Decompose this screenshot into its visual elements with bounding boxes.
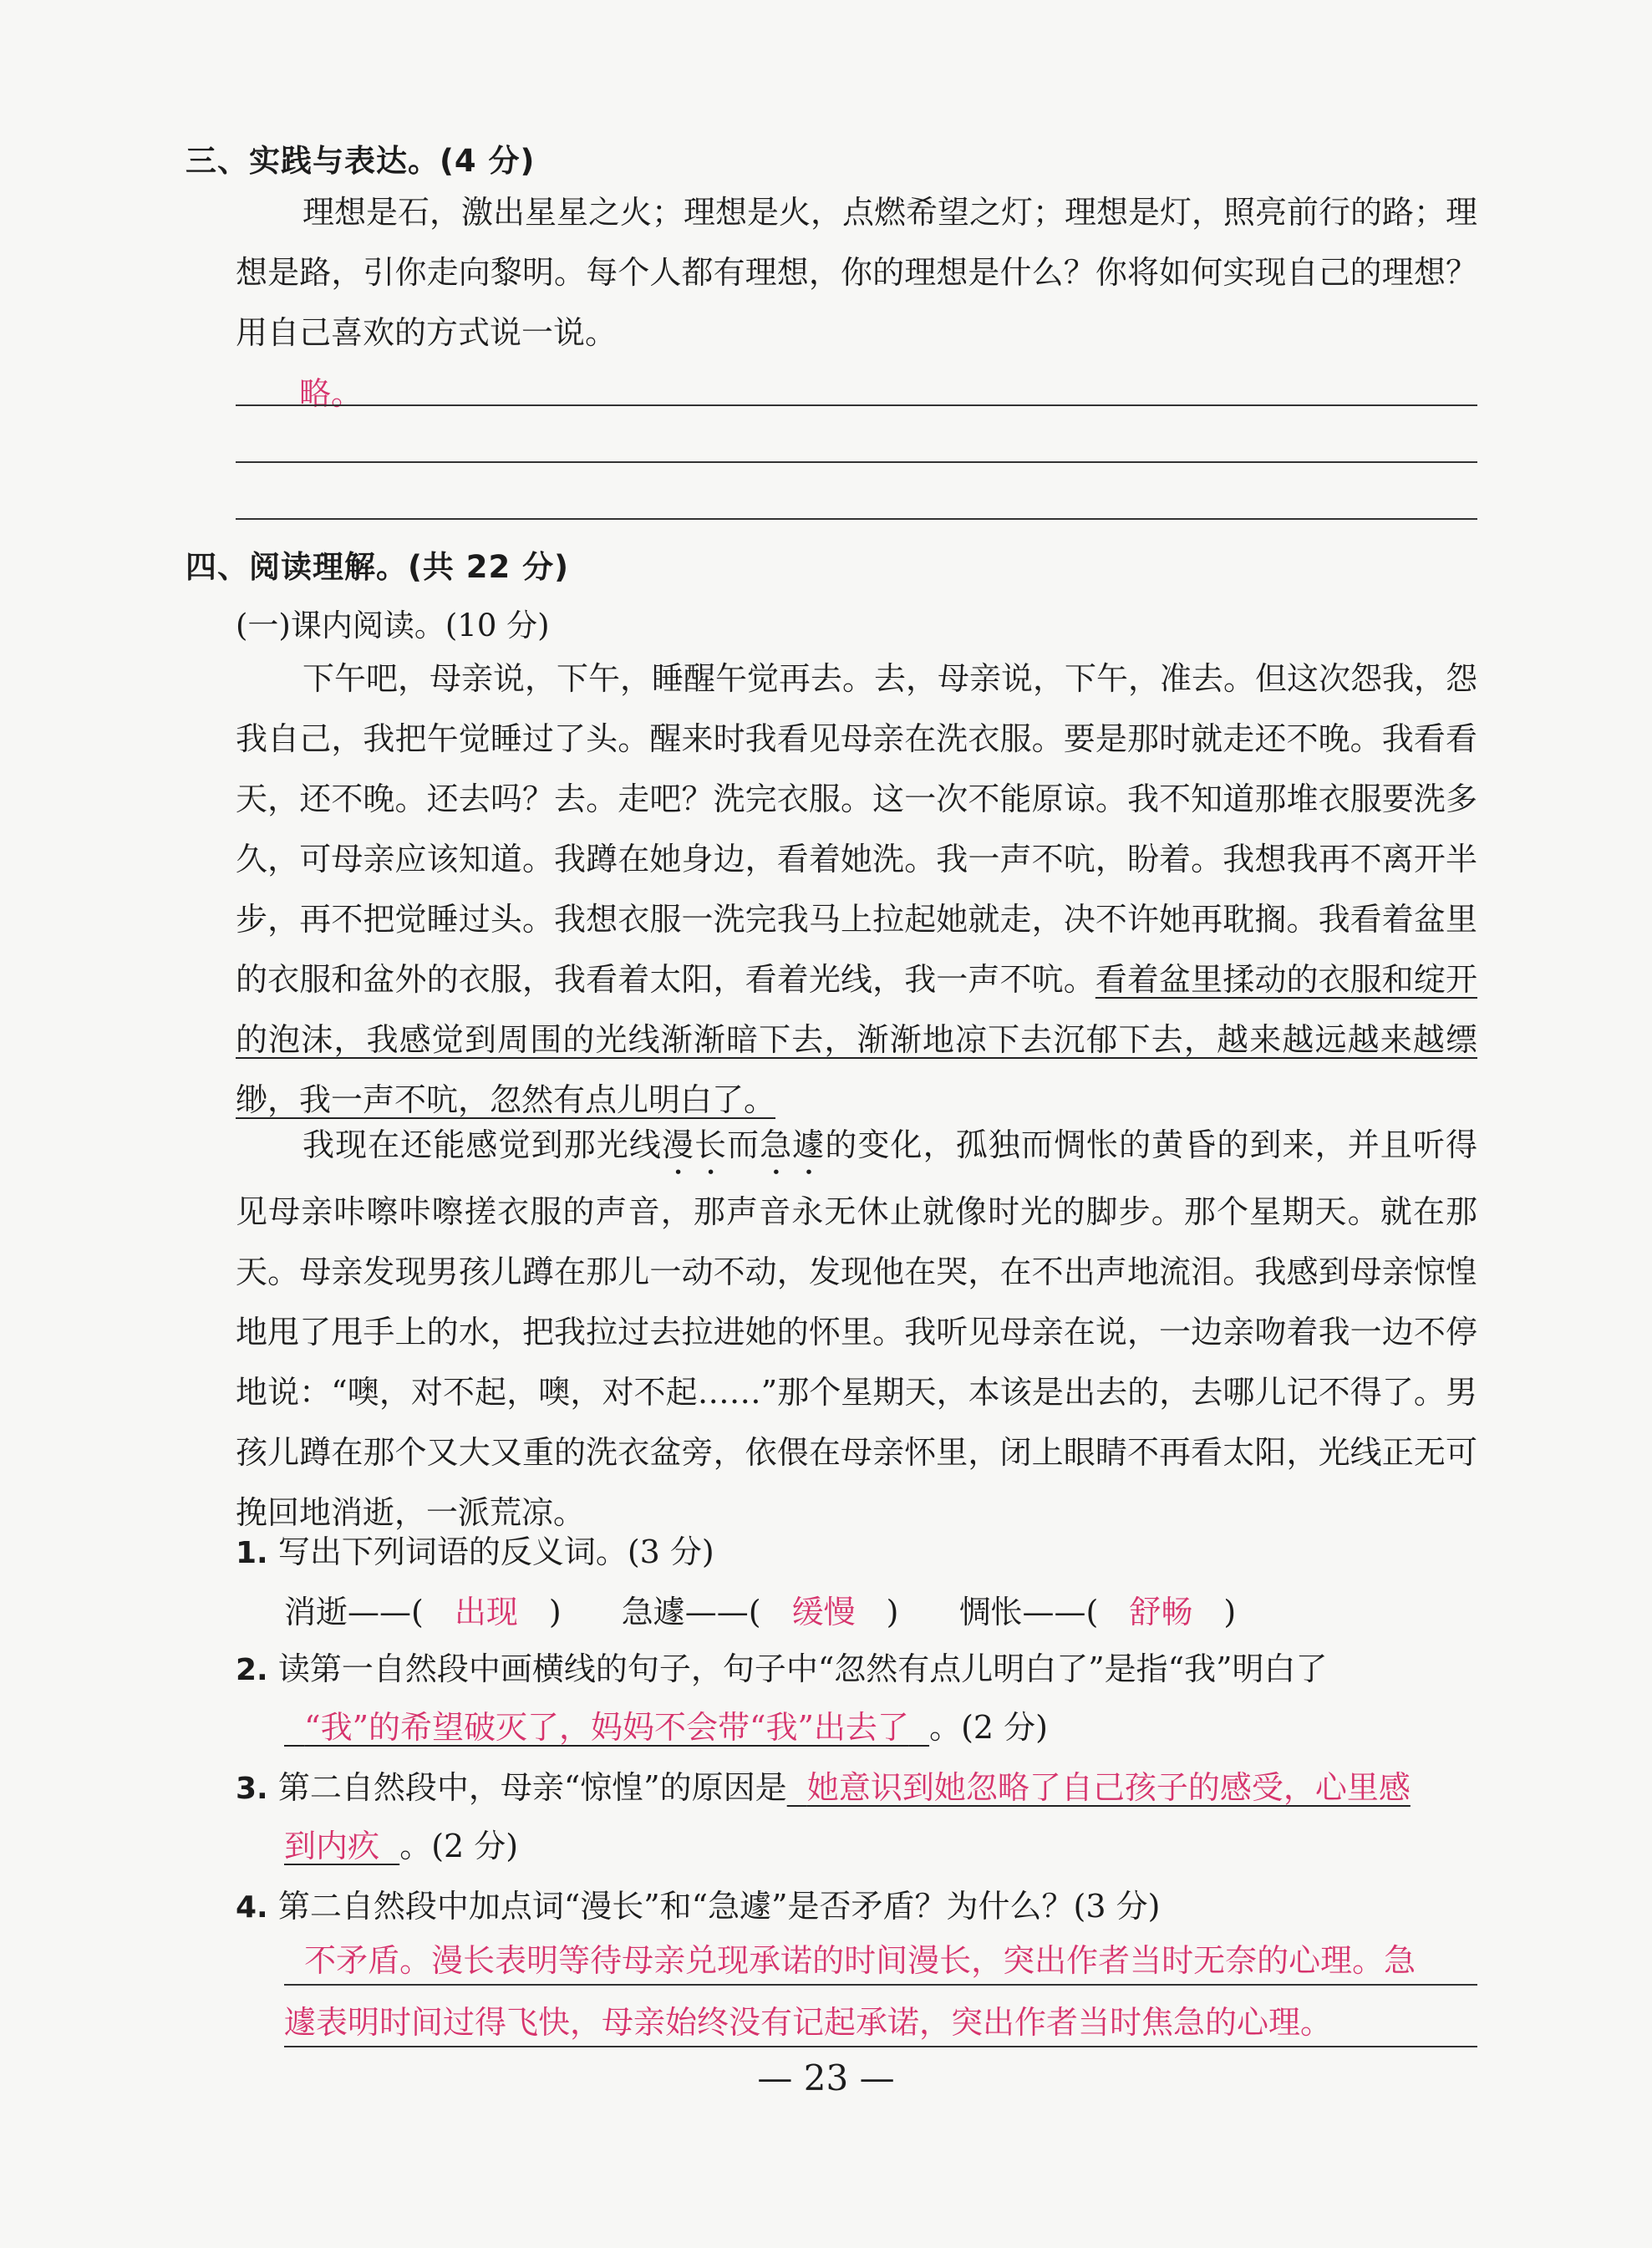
question-3-answer-text-1: 她意识到她忽略了自己孩子的感受，心里感 [806,1769,1411,1806]
paragraph-2-text-b: 而 [727,1127,760,1163]
question-4-answer-line-1 [284,1930,1477,1986]
question-4-answer-text-1: 不矛盾。漫长表明等待母亲兑现承诺的时间漫长，突出作者当时无奈的心理。急 [304,1942,1416,1979]
antonym-word-2: 急遽——( [621,1594,761,1630]
question-3 [236,1762,1411,1808]
page-number: — 23 — [757,2057,895,2098]
question-2-text: 读第一自然段中画横线的句子，句子中“忽然有点儿明白了”是指“我”明白了 [277,1650,1328,1687]
antonym-word-3: 惆怅——( [958,1594,1099,1630]
antonym-close-2: ) [886,1594,899,1630]
antonym-close-3: ) [1223,1594,1237,1630]
paragraph-2-text-a: 我现在还能感觉到那光线 [302,1127,662,1163]
antonym-pair-1 [284,1586,562,1632]
question-4-text: 第二自然段中加点词“漫长”和“急遽”是否矛盾？为什么？(3 分) [277,1888,1161,1925]
antonym-pair-3 [959,1586,1237,1632]
question-2-answer [284,1709,929,1746]
answer-line-2 [236,461,1477,463]
antonym-word-1: 消逝——( [284,1594,424,1630]
question-3-answer-line-1 [787,1769,1411,1806]
reading-paragraph-2 [236,1115,1477,1543]
question-1 [236,1526,714,1572]
question-2-points: 。(2 分) [929,1709,1048,1746]
antonym-answer-3: 舒畅 [1129,1594,1193,1630]
paragraph-1-underlined-sentence: 看着盆里揉动的衣服和绽开的泡沫，我感觉到周围的光线渐渐暗下去，渐渐地凉下去沉郁下去，越来越远越来越缥缈，我一声不吭，忽然有点儿明白了。 [236,961,1477,1118]
question-2-answer-text: “我”的希望破灭了，妈妈不会带“我”出去了 [304,1709,909,1746]
antonym-answer-2: 缓慢 [791,1594,856,1630]
question-4-answer [284,1930,1477,2054]
antonym-answers [284,1586,1286,1632]
section-4-subtitle: (一)课内阅读。(10 分) [236,608,550,643]
question-3-points: 。(2 分) [399,1828,519,1864]
answer-line-1 [236,404,1477,406]
question-4-answer-text-2: 遽表明时间过得飞快，母亲始终没有记起承诺，突出作者当时焦急的心理。 [284,2004,1333,2041]
antonym-close-1: ) [548,1594,562,1630]
question-4-number: 4. [236,1890,268,1925]
paragraph-1-text: 下午吧，母亲说，下午，睡醒午觉再去。去，母亲说，下午，准去。但这次怨我，怨我自己，我把午觉睡过了头。醒来时我看见母亲在洗衣服。要是那时就走还不晚。我看看天，还不晚。还去吗？去。走吧？洗完衣服。这一次不能原谅。我不知道那堆衣服要洗多久，可母亲应该知道。我蹲在她身边，看着她洗。我一声不吭，盼着。我想我再不离开半步，再不把觉睡过头。我想衣服一洗完我马上拉起她就走，决不许她再耽搁。我看着盆里的衣服和盆外的衣服，我看着太阳，看着光线，我一声不吭。 [236,660,1478,998]
question-1-number: 1. [236,1536,268,1570]
question-3-answer-row-2 [284,1820,518,1866]
question-2-answer-row [284,1701,1048,1747]
question-2-number: 2. [236,1653,268,1687]
section-4-title: 四、阅读理解。(共 22 分) [186,549,570,585]
question-4 [236,1880,1160,1926]
answer-line-3 [236,518,1477,520]
antonym-pair-2 [622,1586,899,1632]
question-3-answer-line-2 [284,1828,399,1864]
question-3-answer-text-2: 到内疚 [284,1828,380,1864]
section-3-title: 三、实践与表达。(4 分) [186,143,536,179]
question-3-text: 第二自然段中，母亲“惊惶”的原因是 [277,1769,787,1806]
dotted-word-jiju: 急遽 [760,1127,826,1163]
paragraph-2-text-c: 的变化，孤独而惆怅的黄昏的到来，并且听得见母亲咔嚓咔嚓搓衣服的声音，那声音永无休止就像时光的脚步。那个星期天。就在那天。母亲发现男孩儿蹲在那儿一动不动，发现他在哭，在不出声地流泪。我感到母亲惊惶地甩了甩手上的水，把我拉过去拉进她的怀里。我听见母亲在说，一边亲吻着我一边不停地说：“噢，对不起，噢，对不起……”那个星期天，本该是出去的，去哪儿记不得了。男孩儿蹲在那个又大又重的洗衣盆旁，依偎在母亲怀里，闭上眼睛不再看太阳，光线正无可挽回地消逝，一派荒凉。 [236,1127,1477,1531]
dotted-word-manchang: 漫长 [661,1127,728,1163]
question-3-number: 3. [236,1772,268,1806]
reading-paragraph-1 [236,648,1477,1130]
section-3-answer: 略。 [299,375,363,412]
question-2 [236,1643,1328,1689]
question-1-text: 写出下列词语的反义词。(3 分) [277,1533,714,1570]
question-4-answer-line-2 [284,1992,1477,2047]
antonym-answer-1: 出现 [454,1594,518,1630]
section-3-prompt: 理想是石，激出星星之火；理想是火，点燃希望之灯；理想是灯，照亮前行的路；理想是路，引你走向黎明。每个人都有理想，你的理想是什么？你将如何实现自己的理想？用自己喜欢的方式说一说。 [236,194,1478,351]
